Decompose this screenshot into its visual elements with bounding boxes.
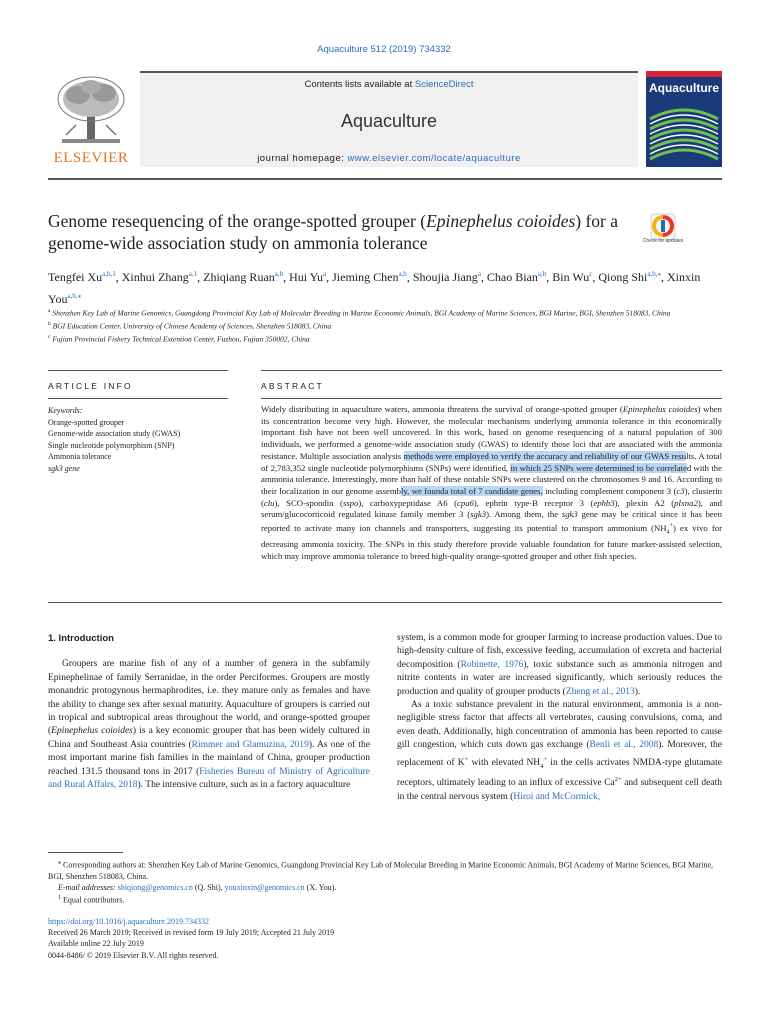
info-top-rule-left	[48, 370, 228, 371]
author-affiliation-mark[interactable]: a,b,⁎	[647, 270, 661, 278]
highlight[interactable]: in which 25 SNPs were determined to be correlate	[510, 462, 687, 473]
info-mid-rule-left	[48, 398, 228, 399]
paragraph: system, is a common mode for grouper farming to increase production values. Due to high-density culture of fish, excessive feeding, accumulation of excreta and bacterial decomposition (Robinette, 1976), toxic substance such as ammonia nitrogen and nitrite contents in water are increased significantly, which seriously reduces the production and quality of grouper products (Zheng et al., 2013).	[397, 633, 722, 697]
author-name[interactable]: Bin Wu	[552, 270, 590, 284]
keyword-item: Orange-spotted grouper	[48, 417, 125, 427]
reference-link[interactable]: Benli et al., 2008	[589, 740, 659, 751]
journal-cover[interactable]	[646, 71, 722, 167]
contents-line	[140, 79, 638, 90]
email-link[interactable]: shiqiong@genomics.cn	[117, 882, 193, 892]
body-column-left	[48, 632, 370, 792]
highlight[interactable]: methods were employed to verify the accuracy and reliability of our GWAS resu	[403, 450, 687, 461]
keyword-item: Genome-wide association study (GWAS)	[48, 429, 181, 438]
journal-header	[48, 71, 722, 168]
title-text-end: ) for a genome-wide association study on ammonia tolerance	[48, 211, 619, 253]
journal-name: Aquaculture	[340, 111, 438, 131]
info-top-rule-right	[261, 370, 722, 371]
author-name[interactable]: Jieming Chen	[332, 270, 399, 284]
affiliations	[48, 306, 722, 345]
sciencedirect-link[interactable]: ScienceDirect	[414, 79, 474, 90]
section-heading-introduction: 1. Introduction	[48, 633, 114, 644]
cover-art-icon	[646, 71, 722, 167]
received-dates: Received 26 March 2019; Received in revised form 19 July 2019; Accepted 21 July 2019	[48, 928, 335, 938]
author-name[interactable]: Hui Yu	[289, 270, 324, 284]
affiliation: $^a$ Shenzhen Key Lab of Marine Genomics, Guangdong Provincial Key Lab of Molecular Breeding in Marine Economic Animals, BGI Academy of Marine Sciences, BGI Marine, BGI, Shenzhen 518083, China	[48, 308, 671, 318]
journal-banner	[140, 71, 638, 167]
publication-info	[48, 916, 722, 961]
article-title	[48, 210, 628, 254]
author-name[interactable]: Xinhui Zhang	[121, 270, 189, 284]
author-name[interactable]: Zhiqiang Ruan	[203, 270, 275, 284]
abstract-text: Widely distributing in aquaculture waters, ammonia threatens the survival of orange-spotted grouper (Epinephelus coioides) when its concentration become very high. However, the molecular mechanisms underlying ammonia tolerance in this economically important fish have not been well uncovered. In this work, based on genome resequencing of a natural population of 300 individuals, we performed a genome-wide association study (GWAS) to identify those loci that are associated with the ammonia resistance. Multiple association analysis methods were employed to verify the accuracy and reliability of our GWAS results. A total of 2,783,352 single nucleotide polymorphisms (SNPs) were identified, in which 25 SNPs were determined to be correlated with the ammonia tolerance. Interestingly, more than half of these notable SNPs were clustered on the chromosomes 9 and 16. According to their localization in our genome assembly, we founda total of 7 candidate genes, including complement component 3 (c3), clusterin (clu), SCO-spondin (sspo), carboxypeptidase A6 (cpa6), ephrin type-B receptor 3 (ephb3), plexin A2 (plxna2), and serum/glucocorticoid regulated kinase family member 3 (sgk3). Among them, the sgk3 gene may be critical since it has been reported to activate many ion channels and transporters, suggesting its potential to transport ammonium $(NH_4^+)$ ex vivo for decreasing ammonia toxicity. The SNPs in this study therefore provide valuable foundation for future marker-assisted selection, which may improve ammonia tolerance to breed high-quality orange-spotted grouper and other fish species.	[261, 404, 723, 562]
author-name[interactable]: Chao Bian	[486, 270, 538, 284]
keyword-item: sgk3 gene	[48, 463, 80, 473]
corresponding-author-note: ⁎ Corresponding authors at: Shenzhen Key Lab of Marine Genomics, Guangdong Provincial Key Lab of Molecular Breeding in Marine Economic Animals, BGI Academy of Marine Sciences, BGI Marine, BGI, Shenzhen 518083, China.	[48, 860, 714, 881]
keyword-item: Single nucleotide polymorphism (SNP)	[48, 440, 175, 450]
cover-title: Aquaculture	[648, 81, 719, 95]
reference-link[interactable]: Robinette, 1976	[460, 659, 524, 670]
reference-link[interactable]: Rimmer and Glamuzina, 2019	[191, 739, 309, 750]
reference-link[interactable]: Hiroi and McCormick,	[513, 791, 601, 802]
affiliation: $^b$ BGI Education Center, University of Chinese Academy of Sciences, Shenzhen 518083, China	[48, 321, 332, 331]
reference-link[interactable]: Zheng et al., 2013	[565, 686, 635, 697]
author-affiliation-mark[interactable]: a,b	[537, 270, 547, 278]
footnote-rule	[48, 852, 123, 853]
author-affiliation-mark[interactable]: a	[323, 270, 327, 278]
body-column-right	[397, 632, 722, 804]
abstract-bottom-rule	[48, 602, 722, 603]
reference-link[interactable]: Fisheries Bureau of Ministry of Agriculture and Rural Affairs, 2018	[48, 766, 370, 791]
author-list: Tengfei Xu$^{a,b,1}$, Xinhui Zhang$^{a,1}$, Zhiqiang Ruan$^{a,b}$, Hui Yu$^a$, Jieming Chen$^{a,b}$, Shoujia Jiang$^a$, Chao Bian$^{a,b}$, Bin Wu$^c$, Qiong Shi$^{a,b,⁎}$, Xinxin You$^{a,b,⁎}$	[48, 270, 701, 306]
elsevier-tree-icon	[56, 75, 126, 147]
copyright: 0044-8486/ © 2019 Elsevier B.V. All rights reserved.	[48, 950, 219, 960]
doi-link[interactable]: https://doi.org/10.1016/j.aquaculture.2019.734332	[48, 917, 209, 926]
info-mid-rule-right	[261, 398, 722, 399]
article-info-heading: ARTICLE INFO	[48, 381, 133, 391]
title-text: Genome resequencing of the orange-spotted grouper (	[48, 211, 427, 231]
author-affiliation-mark[interactable]: a	[477, 270, 481, 278]
journal-citation[interactable]: Aquaculture 512 (2019) 734332	[317, 44, 451, 55]
keywords-label: Keywords:	[48, 406, 83, 415]
author-name[interactable]: Qiong Shi	[598, 270, 648, 284]
title-species: Epinephelus coioides	[426, 211, 576, 231]
elsevier-logo[interactable]	[48, 71, 134, 167]
author-affiliation-mark[interactable]: a,b,1	[102, 270, 116, 278]
elsevier-wordmark: ELSEVIER	[53, 150, 129, 166]
highlight[interactable]: ly, we founda total of 7 candidate genes,	[400, 485, 543, 496]
author-affiliation-mark[interactable]: a,1	[188, 270, 198, 278]
homepage-link[interactable]: www.elsevier.com/locate/aquaculture	[347, 153, 521, 164]
author-name[interactable]: Xinxin You	[48, 270, 701, 306]
author-name[interactable]: Shoujia Jiang	[412, 270, 478, 284]
paragraph: As a toxic substance prevalent in the natural environment, ammonia is a non-negligible stress factor that affects all vertebrates, causing convulsions, coma, and even death. Additionally, high concentration of ammonia has been reported to cause gill congestion, which cuts down gas exchange (Benli et al., 2008). Moreover, the replacement of K+ with elevated $NH_4^+$ in the cells activates NMDA-type glutamate receptors, ultimately leading to an influx of excessive $Ca^{2+}$ and subsequent cell death in the central nervous system (Hiroi and McCormick,	[397, 700, 722, 802]
online-date: Available online 22 July 2019	[48, 939, 144, 949]
paragraph: Groupers are marine fish of any of a number of genera in the subfamily Epinephelinae of family Serranidae, in the order Perciformes. Groupers are mostly monandric protogynous hermaphrodites, i.e. they mature only as females and have the ability to change sex after sexual maturity. Aquaculture of groupers is carried out in tropical and subtropical areas throughout the world, and orange-spotted grouper (Epinephelus coioides) is a key economic grouper that has been widely cultured in China and Southeast Asia countries (Rimmer and Glamuzina, 2019). As one of the most important marine fish families in the mainland of China, grouper production reached 131.5 thousand tons in 2017 (Fisheries Bureau of Ministry of Agriculture and Rural Affairs, 2018). The intensive culture, such as in a factory aquaculture	[48, 659, 371, 791]
check-updates-label[interactable]: Check for updates	[642, 238, 684, 244]
equal-contribution-note: $^1$ Equal contributors.	[58, 894, 125, 905]
abstract-heading: ABSTRACT	[261, 381, 324, 391]
header-rule	[48, 178, 722, 180]
footnotes	[48, 858, 722, 905]
homepage-line	[140, 153, 638, 164]
email-note: E-mail addresses: shiqiong@genomics.cn (Q. Shi), youxinxin@genomics.cn (X. You).	[58, 882, 337, 892]
affiliation: $^c$ Fujian Provincial Fishery Technical Extention Center, Fuzhou, Fujian 350002, China	[48, 334, 310, 344]
check-for-updates-icon[interactable]	[648, 212, 678, 250]
contents-prefix: Contents lists available at	[304, 79, 415, 90]
author-affiliation-mark[interactable]: a,b,⁎	[67, 292, 82, 300]
keyword-item: Ammonia tolerance	[48, 452, 112, 461]
email-link[interactable]: youxinxin@genomics.cn	[224, 882, 305, 892]
keywords-block	[48, 405, 228, 474]
author-affiliation-mark[interactable]: c	[589, 270, 593, 278]
author-name[interactable]: Tengfei Xu	[48, 270, 103, 284]
author-affiliation-mark[interactable]: a,b	[274, 270, 284, 278]
homepage-prefix: journal homepage:	[257, 153, 348, 164]
author-affiliation-mark[interactable]: a,b	[398, 270, 407, 278]
